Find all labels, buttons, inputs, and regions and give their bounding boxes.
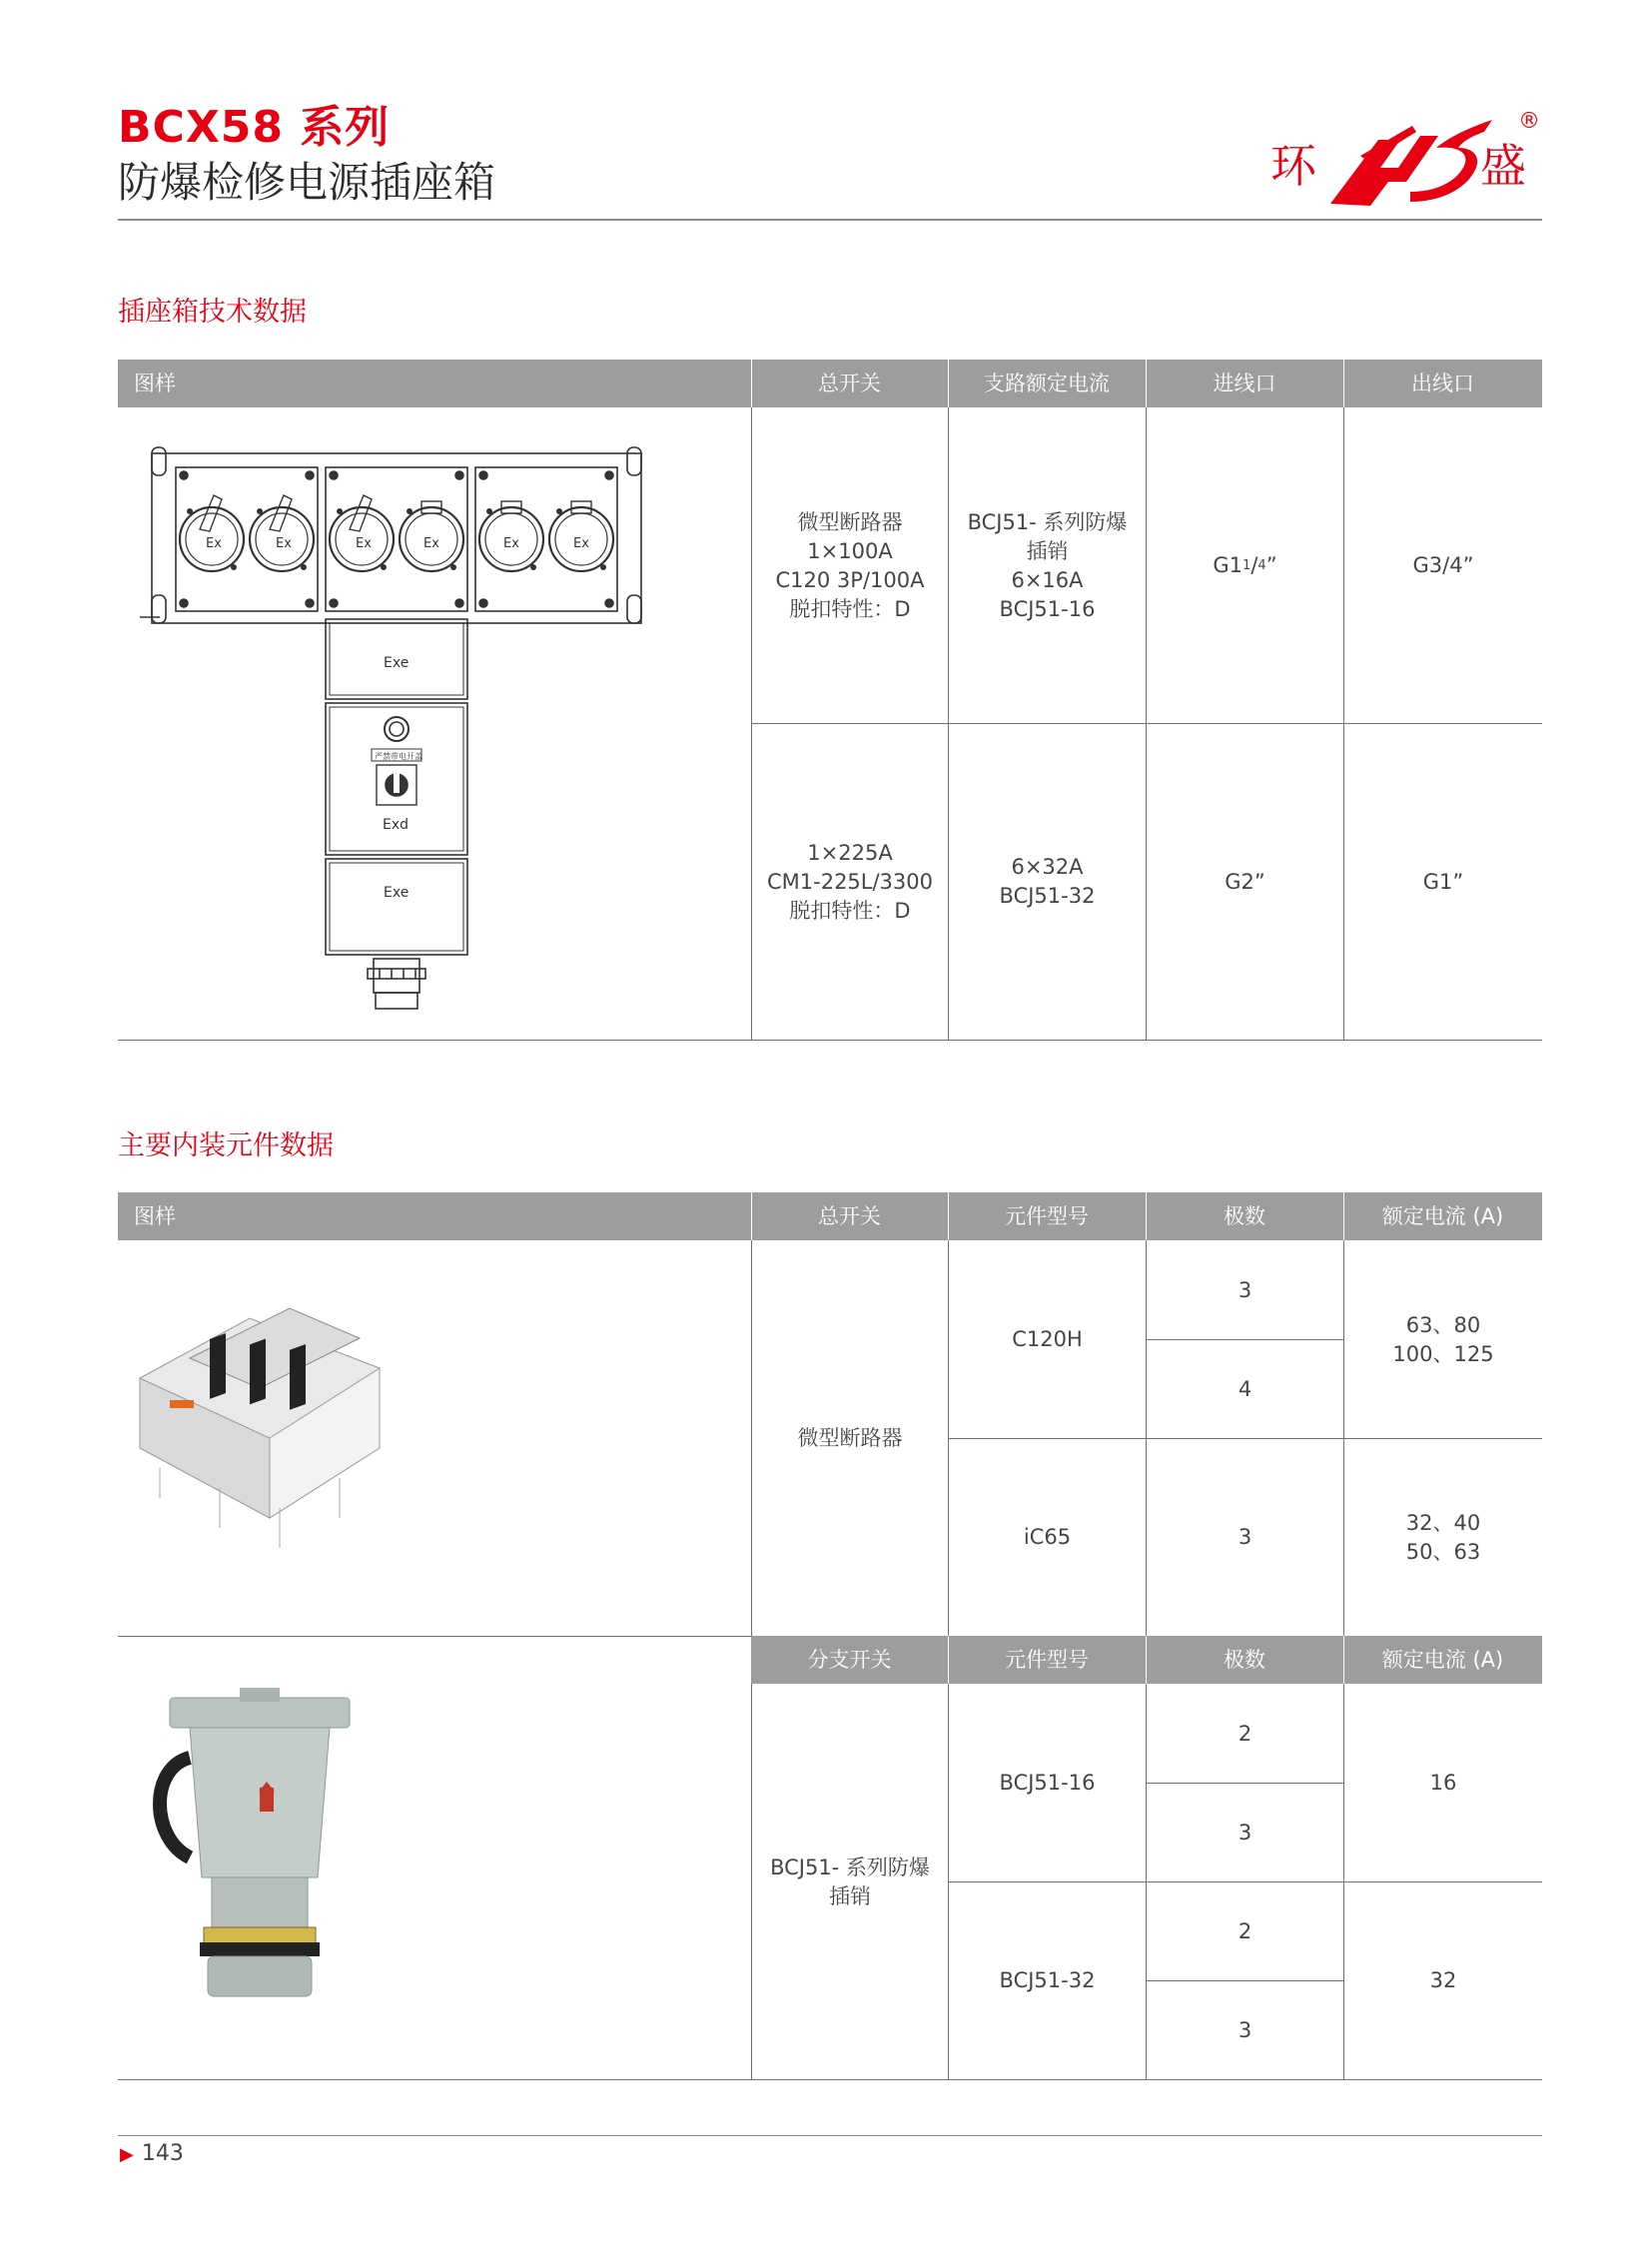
exd-label: Exd <box>383 817 410 833</box>
socket-label: Ex <box>356 536 372 551</box>
inlet-base: G1 <box>1213 553 1243 577</box>
brand-logo <box>1260 96 1550 216</box>
circuit-breaker-image <box>130 1298 390 1558</box>
section2-title: 主要内装元件数据 <box>118 1130 334 1161</box>
branch-table-header <box>751 1636 1542 1684</box>
row2-branch-current: 6×32A BCJ51-32 <box>999 855 1096 908</box>
col-rated-current: 额定电流 (A) <box>1381 1204 1504 1228</box>
col-figure: 图样 <box>134 372 176 395</box>
header-rule <box>118 219 1542 221</box>
row2-main-switch: 1×225A CM1-225L/3300 脱扣特性：D <box>766 840 934 923</box>
col-figure: 图样 <box>134 1204 176 1228</box>
inlet-mark: ” <box>1265 553 1277 577</box>
model-bcj51-32: BCJ51-32 <box>999 1968 1096 1992</box>
col-main-switch: 总开关 <box>818 1204 881 1228</box>
poles-cell: 4 <box>1238 1376 1252 1401</box>
model-ic65: iC65 <box>1023 1525 1072 1549</box>
row1-outlet: G3/4” <box>1412 553 1474 577</box>
series-title: BCX58 系列 <box>118 102 391 153</box>
current-cell: 32、40 50、63 <box>1405 1510 1481 1564</box>
poles-cell: 3 <box>1238 1820 1252 1845</box>
exe-label-bottom: Exe <box>384 885 410 901</box>
registered-mark: ® <box>1518 109 1540 134</box>
branch-switch-type: BCJ51- 系列防爆 插销 <box>770 1855 930 1908</box>
socket-box-drawing <box>140 439 659 1019</box>
socket-label: Ex <box>573 536 589 551</box>
grid-line <box>118 1040 1542 1041</box>
explosion-proof-plug-image <box>150 1688 370 2017</box>
col-branch-switch: 分支开关 <box>807 1648 892 1672</box>
header-sep <box>1343 1636 1344 1684</box>
row1-inlet <box>1147 408 1343 723</box>
socket-label: Ex <box>276 536 292 551</box>
header-sep <box>1146 360 1147 407</box>
main-switch-type: 微型断路器 <box>797 1426 903 1450</box>
col-rated-current: 额定电流 (A) <box>1381 1648 1504 1672</box>
logo-left-char: 环 <box>1270 139 1316 193</box>
logo-swoosh-icon <box>1330 120 1492 206</box>
page-number <box>120 2137 184 2172</box>
socket-label: Ex <box>206 536 222 551</box>
col-branch-current: 支路额定电流 <box>984 372 1110 395</box>
current-cell: 32 <box>1429 1968 1457 1992</box>
header-sep <box>751 1192 752 1240</box>
socket-label: Ex <box>423 536 439 551</box>
product-title: 防爆检修电源插座箱 <box>118 158 496 207</box>
poles-cell: 2 <box>1238 1918 1252 1943</box>
current-cell: 63、80 100、125 <box>1392 1312 1494 1366</box>
poles-cell: 2 <box>1238 1721 1252 1746</box>
row2-outlet: G1” <box>1422 869 1464 894</box>
header-sep <box>948 1636 949 1684</box>
col-main-switch: 总开关 <box>818 372 881 395</box>
footer-rule <box>118 2135 1542 2136</box>
current-cell: 16 <box>1429 1771 1457 1795</box>
socket-label: Ex <box>503 536 519 551</box>
grid-line <box>118 1636 751 1637</box>
section1-table-header <box>118 360 1542 407</box>
warning-plate-text: 严禁带电开盖 <box>375 752 422 761</box>
col-poles: 极数 <box>1224 1648 1265 1672</box>
col-model: 元件型号 <box>1005 1204 1089 1228</box>
col-model: 元件型号 <box>1005 1648 1089 1672</box>
play-triangle-icon: ▶ <box>120 2144 134 2165</box>
col-outlet: 出线口 <box>1411 372 1474 395</box>
header-sep <box>1146 1636 1147 1684</box>
header-sep <box>1146 1192 1147 1240</box>
inlet-sup: 1 <box>1242 558 1251 573</box>
row1-main-switch: 微型断路器 1×100A C120 3P/100A 脱扣特性：D <box>775 509 925 621</box>
logo-right-char: 盛 <box>1480 139 1526 193</box>
header-sep <box>1343 1192 1344 1240</box>
col-poles: 极数 <box>1224 1204 1265 1228</box>
poles-cell: 3 <box>1238 1277 1252 1302</box>
col-inlet: 进线口 <box>1213 372 1276 395</box>
row1-branch-current: BCJ51- 系列防爆 插销 6×16A BCJ51-16 <box>967 509 1128 621</box>
row2-inlet: G2” <box>1225 869 1265 894</box>
grid-line <box>118 2079 1542 2080</box>
section1-title: 插座箱技术数据 <box>118 297 307 328</box>
exe-label-top: Exe <box>384 655 410 671</box>
header-sep <box>948 1192 949 1240</box>
model-c120h: C120H <box>1012 1327 1083 1351</box>
poles-cell: 3 <box>1238 1525 1252 1549</box>
header-sep <box>1343 360 1344 407</box>
header-sep <box>948 360 949 407</box>
poles-cell: 3 <box>1238 2017 1252 2042</box>
model-bcj51-16: BCJ51-16 <box>999 1771 1096 1795</box>
header-sep <box>751 360 752 407</box>
page-number-text: 143 <box>141 2141 184 2166</box>
inlet-slash: / <box>1250 553 1258 577</box>
inlet-sub: 4 <box>1257 558 1266 573</box>
section2-table-header <box>118 1192 1542 1240</box>
